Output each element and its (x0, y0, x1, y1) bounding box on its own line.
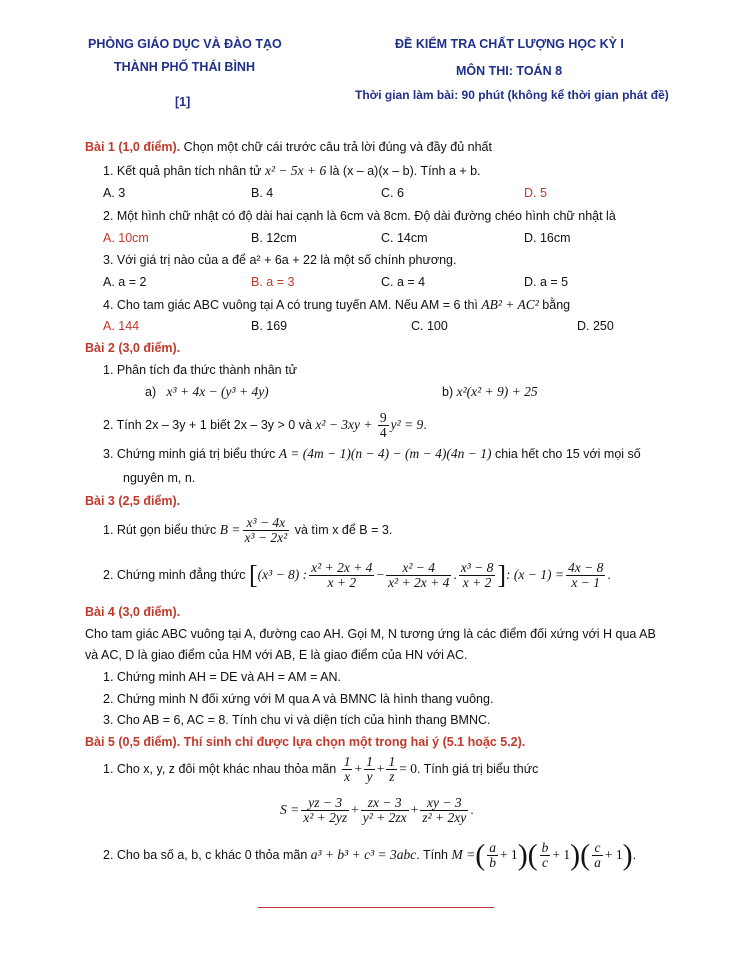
bai5-s-expression: S = $\frac{yz - 3}{\text{x² + 2yz}}$ + $\frac{zx - 3}{\text{y² + 2zx}}$ + $\frac{xy - 3}{\text{z² + 2xy}}$ . (280, 795, 474, 826)
fraction: $\frac{\text{x³ − 8}}{x + 2}$ (460, 560, 494, 591)
department-name: PHÒNG GIÁO DỤC VÀ ĐÀO TẠO (88, 37, 282, 51)
bai3-q1: 1. Rút gọn biểu thức B = $\frac{\text{x³ − 4x}}{\text{x³ − 2x²}}$ và tìm x để B = 3. (103, 515, 393, 546)
option: C. 14cm (381, 231, 428, 245)
fraction: $\frac{b}{c}$ (541, 840, 549, 871)
option: A. a = 2 (103, 275, 147, 289)
bai4-para2: và AC, D là giao điểm của HM với AB, E là giao điểm của HN với AC. (85, 648, 468, 662)
q3-expression: A = (4m − 1)(n − 4) − (m − 4)(4n − 1) (278, 446, 492, 461)
option: C. a = 4 (381, 275, 426, 289)
bai2-q1a: a) x³ + 4x − (y³ + 4y) (145, 384, 269, 399)
fraction: $\frac{4x - 8}{x - 1}$ (567, 560, 604, 591)
city-name: THÀNH PHỐ THÁI BÌNH (114, 60, 255, 74)
option: A. 3 (103, 186, 126, 200)
option: D. 250 (577, 319, 614, 333)
fraction: $\frac{\text{x² − 4}}{\text{x² + 2x + 4}}$ (388, 560, 450, 591)
bai1-q3: 3. Với giá trị nào của a để a² + 6a + 22 là một số chính phương. (103, 253, 457, 267)
footer-divider (258, 907, 494, 908)
option-correct: D. 5 (524, 186, 547, 200)
fraction: $\frac{9}{4}$ (379, 410, 387, 441)
option: C. 100 (411, 319, 448, 333)
bai2-q3-cont: nguyên m, n. (123, 471, 196, 485)
bai4-q2: 2. Chứng minh N đối xứng với M qua A và BMNC là hình thang vuông. (103, 692, 494, 706)
q1a-expression: x³ + 4x − (y³ + 4y) (166, 384, 269, 399)
bai5-q1: 1. Cho x, y, z đôi một khác nhau thỏa mãn $\frac{1}{x}$ + $\frac{1}{y}$ + $\frac{1}{z}$ = 0. Tính giá trị biểu thức (103, 754, 539, 785)
bai1-q4: 4. Cho tam giác ABC vuông tại A có trung tuyến AM. Nếu AM = 6 thì AB² + AC² bằng (103, 297, 571, 312)
bai2-q1b: b) x²(x² + 9) + 25 (442, 384, 538, 399)
bai5-q2: 2. Cho ba số a, b, c khác 0 thỏa mãn a³ + b³ + c³ = 3abc. Tính M =( $\frac{a}{b}$ + 1)( $\frac{b}{c}$ + 1)( $\frac{c}{a}$ + 1). (103, 838, 637, 872)
bai5-title: Bài 5 (0,5 điểm). Thí sinh chỉ được lựa chọn một trong hai ý (5.1 hoặc 5.2). (85, 735, 526, 749)
fraction: $\frac{\text{x² + 2x + 4}}{x + 2}$ (311, 560, 373, 591)
bai1-q2: 2. Một hình chữ nhật có độ dài hai cạnh là 6cm và 8cm. Độ dài đường chéo hình chữ nhật là (103, 209, 616, 223)
subject: MÔN THI: TOÁN 8 (456, 64, 563, 78)
bai4-title: Bài 4 (3,0 điểm). (85, 605, 181, 619)
bai2-title: Bài 2 (3,0 điểm). (85, 341, 181, 355)
bai3-q2: 2. Chứng minh đẳng thức [(x³ − 8) : $\frac{\text{x² + 2x + 4}}{x + 2}$ − $\frac{\text{x² − 4}}{\text{x² + 2x + 4}}$ . $\frac{\text{x³ − 8}}{x + 2}$ ]: (x − 1) = $\frac{4x - 8}{x - 1}$ . (103, 560, 611, 591)
option: B. 12cm (251, 231, 297, 245)
fraction: $\frac{xy - 3}{\text{z² + 2xy}}$ (422, 795, 467, 826)
fraction: $\frac{a}{b}$ (489, 840, 496, 871)
fraction: $\frac{c}{a}$ (594, 840, 601, 871)
q1b-expression: x²(x² + 9) + 25 (456, 384, 538, 399)
option: D. a = 5 (524, 275, 569, 289)
q1-expression: x² − 5x + 6 (264, 163, 327, 178)
option-correct: A. 10cm (103, 231, 149, 245)
fraction: $\frac{1}{x}$ (343, 754, 351, 785)
bai1-instruction: Chọn một chữ cái trước câu trả lời đúng và đầy đủ nhất (180, 140, 492, 154)
option: D. 16cm (524, 231, 571, 245)
fraction: $\frac{1}{y}$ (366, 754, 373, 785)
fraction: $\frac{zx - 3}{\text{y² + 2zx}}$ (362, 795, 407, 826)
bai4-para1: Cho tam giác ABC vuông tại A, đường cao AH. Gọi M, N tương ứng là các điểm đối xứng với H qua AB (85, 627, 656, 641)
option: C. 6 (381, 186, 404, 200)
option-correct: B. a = 3 (251, 275, 295, 289)
bai1-q1: 1. Kết quả phân tích nhân tử x² − 5x + 6 là (x – a)(x – b). Tính a + b. (103, 163, 481, 178)
bai2-q2: 2. Tính 2x – 3y + 1 biết 2x – 3y > 0 và x² − 3xy + $\frac{9}{4}$ y² = 9. (103, 410, 427, 441)
option-correct: A. 144 (103, 319, 140, 333)
time-limit: Thời gian làm bài: 90 phút (không kể thời gian phát đề) (355, 88, 669, 102)
exam-title: ĐỀ KIỂM TRA CHẤT LƯỢNG HỌC KỲ I (395, 37, 624, 51)
bai4-q3: 3. Cho AB = 6, AC = 8. Tính chu vi và diện tích của hình thang BMNC. (103, 713, 491, 727)
exam-code: [1] (175, 95, 191, 109)
option: B. 4 (251, 186, 274, 200)
bai2-q1: 1. Phân tích đa thức thành nhân tử (103, 363, 297, 377)
fraction: $\frac{yz - 3}{\text{x² + 2yz}}$ (303, 795, 348, 826)
bai2-q3: 3. Chứng minh giá trị biểu thức A = (4m − 1)(n − 4) − (m − 4)(4n − 1) chia hết cho 15 với mọi số (103, 446, 641, 461)
bai4-q1: 1. Chứng minh AH = DE và AH = AM = AN. (103, 670, 341, 684)
fraction: $\frac{1}{z}$ (388, 754, 396, 785)
fraction: $\frac{\text{x³ − 4x}}{\text{x³ − 2x²}}$ (244, 515, 288, 546)
q4-expression: AB² + AC² (481, 297, 539, 312)
bai1-title: Bài 1 (1,0 điểm). (85, 140, 181, 154)
bai3-title: Bài 3 (2,5 điểm). (85, 494, 181, 508)
bai1-heading (85, 140, 492, 154)
option: B. 169 (251, 319, 288, 333)
